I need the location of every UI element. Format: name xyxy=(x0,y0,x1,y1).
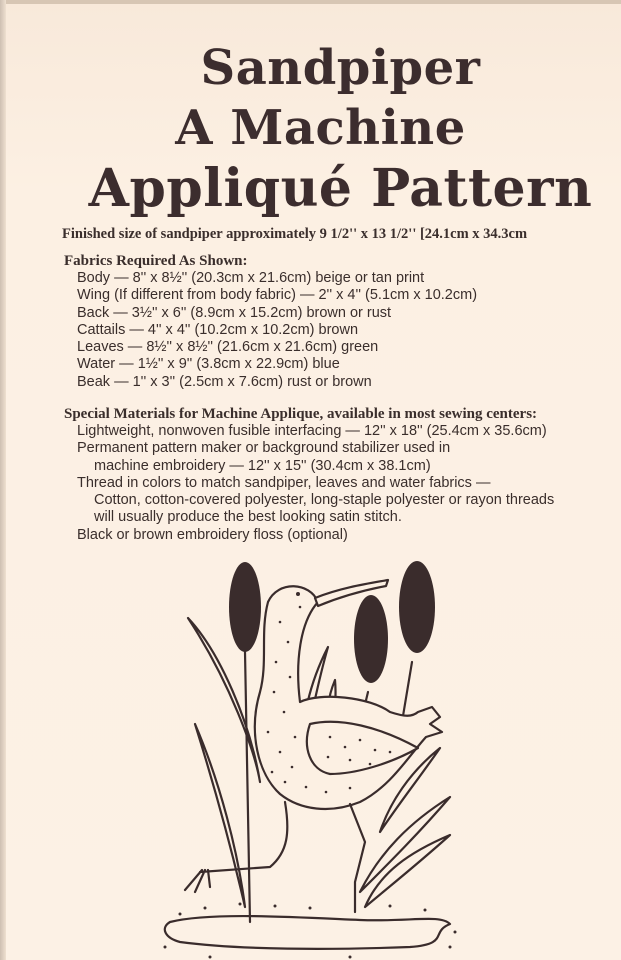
cattail-head-right xyxy=(399,561,435,653)
fabric-item: Wing (If different from body fabric) — 2'' x 4'' (5.1cm x 10.2cm) xyxy=(77,287,478,304)
page-top-edge xyxy=(0,0,621,4)
title-line-1: Sandpiper xyxy=(200,40,481,96)
water-dots xyxy=(164,903,457,959)
material-item: Lightweight, nonwoven fusible interfacing — 12'' x 18'' (25.4cm x 35.6cm) xyxy=(77,423,547,439)
material-item: Thread in colors to match sandpiper, leaves and water fabrics — xyxy=(77,474,491,491)
materials-section xyxy=(64,405,554,544)
fabric-item: Back — 3½'' x 6'' (8.9cm x 15.2cm) brown or rust xyxy=(77,304,392,321)
fabric-item: Water — 1½'' x 9'' (3.8cm x 22.9cm) blue xyxy=(77,356,340,373)
fabric-item: Beak — 1'' x 3'' (2.5cm x 7.6cm) rust or brown xyxy=(77,373,372,390)
sandpiper-illustration xyxy=(150,552,500,960)
materials-heading: Special Materials for Machine Applique, available in most sewing centers: xyxy=(64,406,538,422)
material-item-continued: machine embroidery — 12'' x 15'' (30.4cm x 38.1cm) xyxy=(94,457,431,474)
sandpiper-eye xyxy=(296,592,300,596)
leaf-right-2 xyxy=(365,835,450,907)
cattail-head-middle xyxy=(354,595,388,683)
cattail-stem-left xyxy=(245,652,250,922)
fabric-item: Leaves — 8½'' x 8½'' (21.6cm x 21.6cm) green xyxy=(77,339,379,356)
title-line-3: Appliqué Pattern xyxy=(88,158,593,219)
page-binding-edge xyxy=(0,0,6,960)
fabric-item: Cattails — 4'' x 4'' (10.2cm x 10.2cm) brown xyxy=(77,321,359,338)
material-item: Black or brown embroidery floss (optional) xyxy=(77,526,348,543)
fabrics-section xyxy=(64,252,477,391)
sandpiper-leg-right xyxy=(350,804,365,912)
fabric-item: Body — 8'' x 8½'' (20.3cm x 21.6cm) beige or tan print xyxy=(77,270,425,286)
sandpiper-leg-left xyxy=(185,802,287,892)
cattail-stem-right xyxy=(402,662,412,722)
fabrics-heading: Fabrics Required As Shown: xyxy=(64,253,248,269)
material-item-continued: Cotton, cotton-covered polyester, long-staple polyester or rayon threads xyxy=(94,492,555,509)
leaf-right-1 xyxy=(360,797,450,892)
cattail-head-left xyxy=(229,562,261,652)
water-puddle xyxy=(165,916,450,949)
material-item-continued: will usually produce the best looking satin stitch. xyxy=(94,509,402,526)
title-line-2: A Machine xyxy=(175,100,466,156)
material-item: Permanent pattern maker or background stabilizer used in xyxy=(77,440,451,457)
leaf-left-low xyxy=(195,724,245,907)
finished-size-text: Finished size of sandpiper approximately 9 1/2'' x 13 1/2'' [24.1cm x 34.3cm xyxy=(62,226,528,242)
